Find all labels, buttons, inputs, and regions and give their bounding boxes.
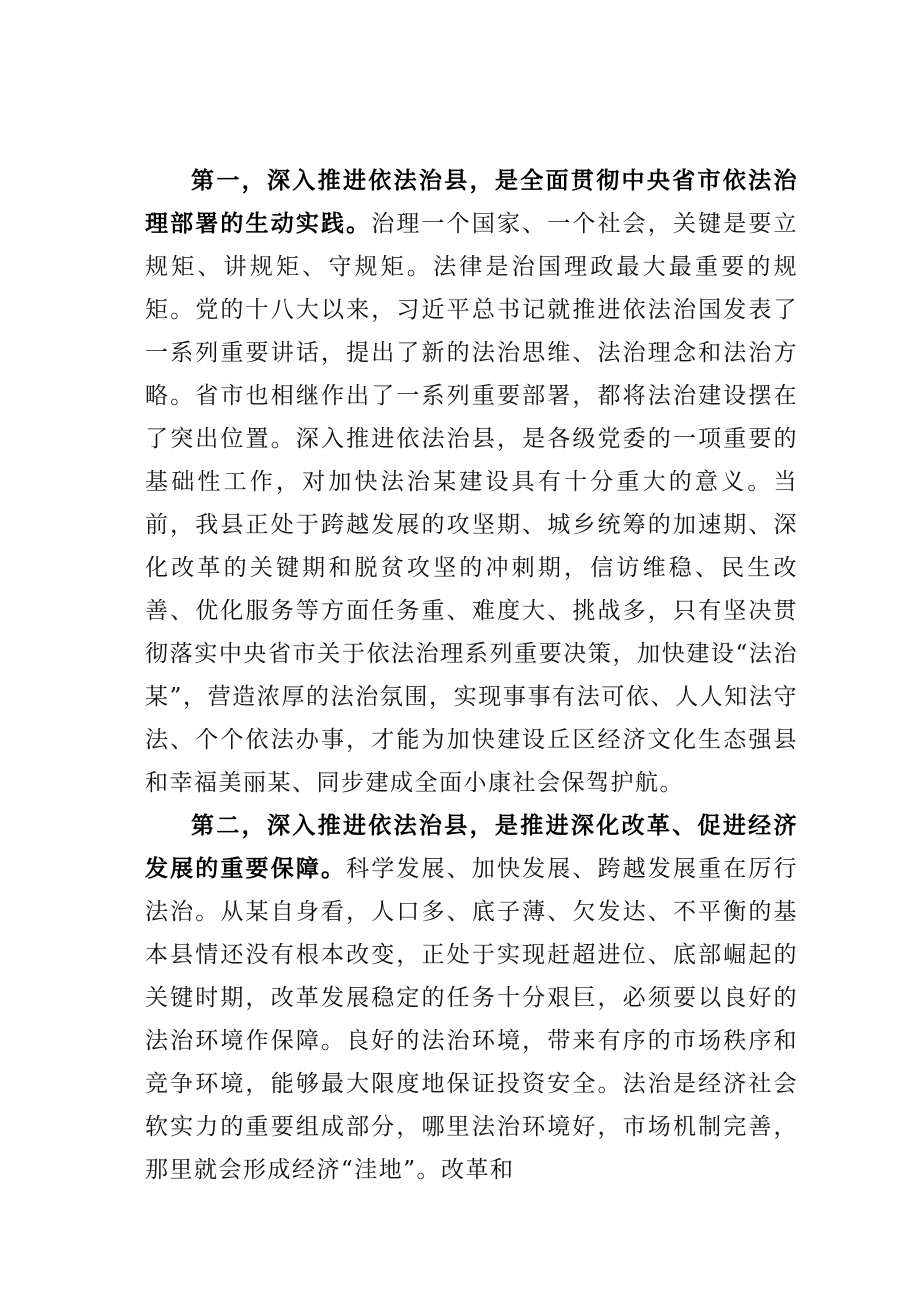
paragraph-1	[145, 160, 798, 805]
paragraph-2	[145, 805, 798, 1192]
paragraph-1-lead: 第一，深入推进依法治县，是全面贯彻中央省市依法治理部署的生动实践。	[145, 168, 798, 237]
paragraph-2-body: 科学发展、加快发展、跨越发展重在厉行法治。从某自身看，人口多、底子薄、欠发达、不平衡的基本县情还没有根本改变，正处于实现赶超进位、底部崛起的关键时期，改革发展稳定的任务十分艰巨，必须要以良好的法治环境作保障。良好的法治环境，带来有序的市场秩序和竞争环境，能够最大限度地保证投资安全。法治是经济社会软实力的重要组成部分，哪里法治环境好，市场机制完善，那里就会形成经济“洼地”。改革和	[145, 856, 799, 1183]
paragraph-2-lead: 第二，深入推进依法治县，是推进深化改革、促进经济发展的重要保障。	[145, 813, 798, 882]
document-body	[145, 160, 798, 1192]
paragraph-1-body: 治理一个国家、一个社会，关键是要立规矩、讲规矩、守规矩。法律是治国理政最大最重要的规矩。党的十八大以来，习近平总书记就推进依法治国发表了一系列重要讲话，提出了新的法治思维、法治理念和法治方略。省市也相继作出了一系列重要部署，都将法治建设摆在了突出位置。深入推进依法治县，是各级党委的一项重要的基础性工作，对加快法治某建设具有十分重大的意义。当前，我县正处于跨越发展的攻坚期、城乡统筹的加速期、深化改革的关键期和脱贫攻坚的冲刺期，信访维稳、民生改善、优化服务等方面任务重、难度大、挑战多，只有坚决贯彻落实中央省市关于依法治理系列重要决策，加快建设“法治某”，营造浓厚的法治氛围，实现事事有法可依、人人知法守法、个个依法办事，才能为加快建设丘区经济文化生态强县和幸福美丽某、同步建成全面小康社会保驾护航。	[145, 211, 799, 796]
